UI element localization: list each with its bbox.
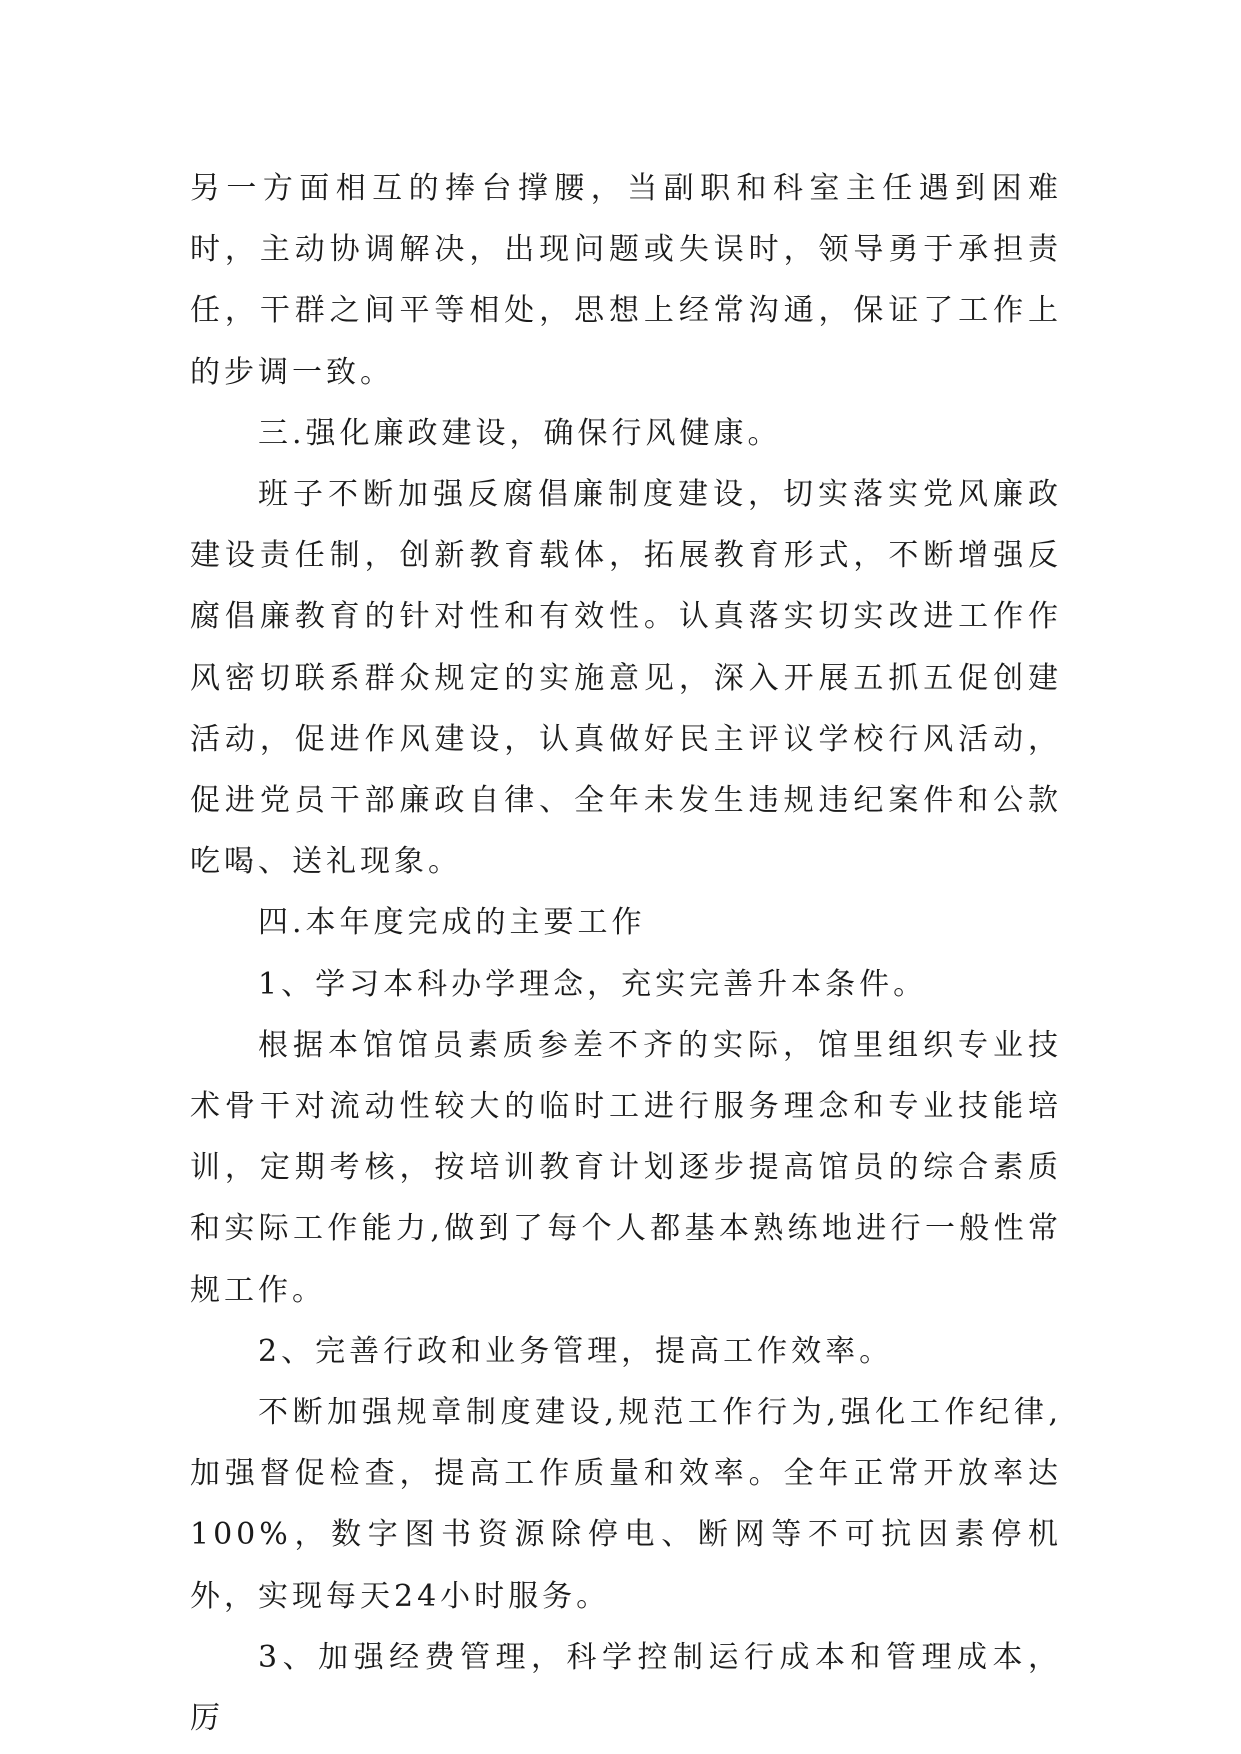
paragraph: 另一方面相互的捧台撑腰，当副职和科室主任遇到困难时，主动协调解决，出现问题或失误时，领导勇于承担责任，干群之间平等相处，思想上经常沟通，保证了工作上的步调一致。 (190, 171, 1062, 390)
paragraph: 班子不断加强反腐倡廉制度建设，切实落实党风廉政建设责任制，创新教育载体，拓展教育形式，不断增强反腐倡廉教育的针对性和有效性。认真落实切实改进工作作风密切联系群众规定的实施意见，深入开展五抓五促创建活动，促进作风建设，认真做好民主评议学校行风活动，促进党员干部廉政自律、全年未发生违规违纪案件和公款吃喝、送礼现象。 (190, 477, 1062, 880)
paragraph: 不断加强规章制度建设,规范工作行为,强化工作纪律,加强督促检查，提高工作质量和效率。全年正常开放率达100%，数字图书资源除停电、断网等不可抗因素停机外，实现每天24小时服务。 (190, 1395, 1062, 1614)
subsection-heading: 3、加强经费管理，科学控制运行成本和管理成本，厉 (190, 1639, 1062, 1737)
document-body (190, 158, 1062, 1749)
subsection-heading: 1、学习本科办学理念，充实完善升本条件。 (258, 966, 928, 1002)
subsection-heading: 2、完善行政和业务管理，提高工作效率。 (258, 1333, 894, 1369)
section-heading: 三.强化廉政建设，确保行风健康。 (258, 415, 782, 451)
paragraph: 根据本馆馆员素质参差不齐的实际，馆里组织专业技术骨干对流动性较大的临时工进行服务理念和专业技能培训，定期考核，按培训教育计划逐步提高馆员的综合素质和实际工作能力,做到了每个人都基本熟练地进行一般性常规工作。 (190, 1027, 1062, 1308)
section-heading: 四.本年度完成的主要工作 (258, 905, 646, 941)
